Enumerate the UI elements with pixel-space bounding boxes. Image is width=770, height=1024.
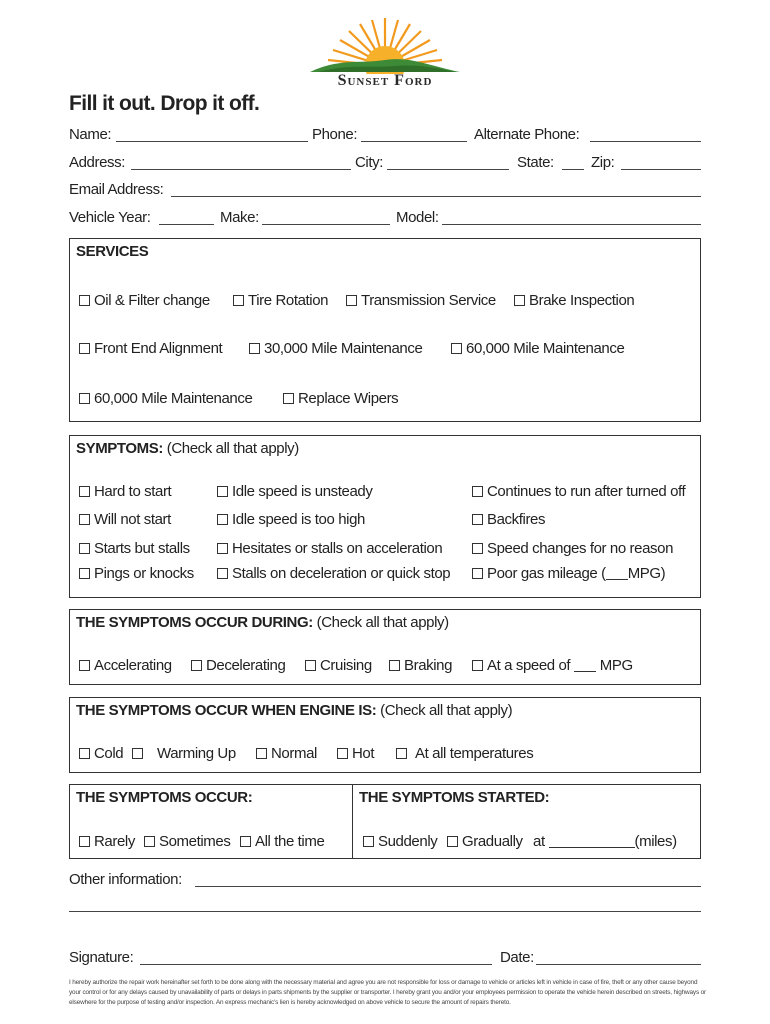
other-info-row bbox=[69, 871, 701, 891]
checkbox-icon[interactable] bbox=[249, 343, 260, 354]
checkbox-icon[interactable] bbox=[305, 660, 316, 671]
during-accelerating[interactable]: Accelerating bbox=[79, 657, 172, 674]
checkbox-icon[interactable] bbox=[472, 568, 483, 579]
during-speed[interactable]: At a speed of MPG bbox=[472, 657, 633, 674]
checkbox-icon[interactable] bbox=[79, 514, 90, 525]
checkbox-icon[interactable] bbox=[514, 295, 525, 306]
checkbox-icon[interactable] bbox=[396, 748, 407, 759]
checkbox-icon[interactable] bbox=[346, 295, 357, 306]
authorization-disclaimer: I hereby authorize the repair work hereinafter set forth to be done along with the necessary material and agree you are not responsible for loss or damage to vehicle or articles left in vehicle in case of fire, theft or any other cause beyond your control or for any delays caused by unavailability of parts or delays in parts shipments by the supplier or transporter. I hereby grant you and/or your employees permission to operate the vehicle herein described on streets, highways or elsewhere for the purpose of testing and/or inspection. An express mechanic's lien is hereby acknowledged on above vehicle to secure the amount of repairs thereto. bbox=[69, 979, 706, 1006]
alt-phone-label: Alternate Phone: bbox=[474, 126, 580, 143]
email-label: Email Address: bbox=[69, 181, 164, 198]
symptom-stalls-decel[interactable]: Stalls on deceleration or quick stop bbox=[217, 565, 450, 582]
symptoms-box bbox=[69, 435, 701, 598]
checkbox-icon[interactable] bbox=[79, 660, 90, 671]
symptom-starts-stalls[interactable]: Starts but stalls bbox=[79, 540, 190, 557]
service-30k[interactable]: 30,000 Mile Maintenance bbox=[249, 340, 422, 357]
alt-phone-field[interactable] bbox=[590, 141, 701, 142]
miles-field[interactable] bbox=[549, 835, 635, 848]
symptom-poor-mileage[interactable]: Poor gas mileage ( MPG) bbox=[472, 565, 665, 582]
checkbox-icon[interactable] bbox=[217, 568, 228, 579]
city-label: City: bbox=[355, 154, 384, 171]
make-field[interactable] bbox=[262, 224, 390, 225]
engine-hot[interactable]: Hot bbox=[337, 745, 374, 762]
sunset-logo-icon bbox=[300, 14, 470, 74]
started-at-miles: at (miles) bbox=[533, 833, 677, 850]
occur-started-box bbox=[69, 784, 701, 859]
year-label: Vehicle Year: bbox=[69, 209, 151, 226]
services-box bbox=[69, 238, 701, 422]
during-title: THE SYMPTOMS OCCUR DURING: (Check all that apply) bbox=[76, 614, 449, 631]
address-field[interactable] bbox=[131, 169, 351, 170]
services-title: SERVICES bbox=[76, 243, 149, 260]
checkbox-icon[interactable] bbox=[363, 836, 374, 847]
symptom-backfires[interactable]: Backfires bbox=[472, 511, 545, 528]
name-label: Name: bbox=[69, 126, 112, 143]
occur-rarely[interactable]: Rarely bbox=[79, 833, 135, 850]
year-field[interactable] bbox=[159, 224, 214, 225]
engine-box bbox=[69, 697, 701, 773]
brand-name: Sunset Ford bbox=[337, 72, 433, 89]
address-label: Address: bbox=[69, 154, 125, 171]
state-label: State: bbox=[517, 154, 554, 171]
name-field[interactable] bbox=[116, 141, 308, 142]
checkbox-icon[interactable] bbox=[79, 748, 90, 759]
started-title: THE SYMPTOMS STARTED: bbox=[359, 789, 550, 806]
checkbox-icon[interactable] bbox=[79, 295, 90, 306]
checkbox-icon[interactable] bbox=[79, 543, 90, 554]
during-decelerating[interactable]: Decelerating bbox=[191, 657, 285, 674]
mpg-blank[interactable] bbox=[606, 567, 628, 580]
phone-label: Phone: bbox=[312, 126, 358, 143]
engine-warming-up[interactable]: Warming Up bbox=[132, 745, 236, 762]
email-field[interactable] bbox=[171, 196, 701, 197]
engine-title: THE SYMPTOMS OCCUR WHEN ENGINE IS: (Check all that apply) bbox=[76, 702, 513, 719]
speed-blank[interactable] bbox=[574, 659, 596, 672]
checkbox-icon[interactable] bbox=[337, 748, 348, 759]
engine-all-temps[interactable]: At all temperatures bbox=[396, 745, 533, 762]
during-box bbox=[69, 609, 701, 685]
date-field[interactable] bbox=[536, 964, 701, 965]
service-transmission[interactable]: Transmission Service bbox=[346, 292, 496, 309]
occur-sometimes[interactable]: Sometimes bbox=[144, 833, 230, 850]
checkbox-icon[interactable] bbox=[79, 486, 90, 497]
state-field[interactable] bbox=[562, 169, 584, 170]
symptom-pings[interactable]: Pings or knocks bbox=[79, 565, 194, 582]
checkbox-icon[interactable] bbox=[79, 836, 90, 847]
checkbox-icon[interactable] bbox=[240, 836, 251, 847]
make-label: Make: bbox=[220, 209, 259, 226]
checkbox-icon[interactable] bbox=[451, 343, 462, 354]
service-brake[interactable]: Brake Inspection bbox=[514, 292, 634, 309]
vehicle-row bbox=[69, 209, 701, 229]
checkbox-icon[interactable] bbox=[472, 514, 483, 525]
checkbox-icon[interactable] bbox=[79, 393, 90, 404]
contact-row-1 bbox=[69, 126, 701, 146]
checkbox-icon[interactable] bbox=[447, 836, 458, 847]
contact-row-2 bbox=[69, 154, 701, 174]
checkbox-icon[interactable] bbox=[472, 660, 483, 671]
model-field[interactable] bbox=[442, 224, 701, 225]
date-label: Date: bbox=[500, 949, 534, 966]
model-label: Model: bbox=[396, 209, 439, 226]
sunset-ford-logo bbox=[300, 14, 470, 94]
contact-row-3 bbox=[69, 181, 701, 201]
symptom-will-not-start[interactable]: Will not start bbox=[79, 511, 171, 528]
page-title: Fill it out. Drop it off. bbox=[69, 92, 260, 115]
symptom-hard-to-start[interactable]: Hard to start bbox=[79, 483, 171, 500]
other-info-field[interactable] bbox=[195, 886, 701, 887]
service-60k-2[interactable]: 60,000 Mile Maintenance bbox=[79, 390, 252, 407]
other-info-line-2[interactable] bbox=[69, 911, 701, 912]
column-divider bbox=[352, 785, 353, 858]
signature-label: Signature: bbox=[69, 949, 134, 966]
service-alignment[interactable]: Front End Alignment bbox=[79, 340, 222, 357]
checkbox-icon[interactable] bbox=[132, 748, 143, 759]
checkbox-icon[interactable] bbox=[79, 568, 90, 579]
during-braking[interactable]: Braking bbox=[389, 657, 452, 674]
phone-field[interactable] bbox=[361, 141, 467, 142]
symptom-speed-changes[interactable]: Speed changes for no reason bbox=[472, 540, 673, 557]
symptoms-title: SYMPTOMS: (Check all that apply) bbox=[76, 440, 299, 457]
engine-normal[interactable]: Normal bbox=[256, 745, 317, 762]
checkbox-icon[interactable] bbox=[217, 514, 228, 525]
other-info-label: Other information: bbox=[69, 871, 182, 888]
signature-field[interactable] bbox=[140, 964, 492, 965]
zip-field[interactable] bbox=[621, 169, 701, 170]
checkbox-icon[interactable] bbox=[191, 660, 202, 671]
occur-title: THE SYMPTOMS OCCUR: bbox=[76, 789, 253, 806]
during-cruising[interactable]: Cruising bbox=[305, 657, 372, 674]
symptom-idle-high[interactable]: Idle speed is too high bbox=[217, 511, 365, 528]
symptom-idle-unsteady[interactable]: Idle speed is unsteady bbox=[217, 483, 372, 500]
symptom-hesitates[interactable]: Hesitates or stalls on acceleration bbox=[217, 540, 442, 557]
service-60k[interactable]: 60,000 Mile Maintenance bbox=[451, 340, 624, 357]
city-field[interactable] bbox=[387, 169, 509, 170]
occur-all-the-time[interactable]: All the time bbox=[240, 833, 324, 850]
started-suddenly[interactable]: Suddenly bbox=[363, 833, 437, 850]
checkbox-icon[interactable] bbox=[217, 543, 228, 554]
zip-label: Zip: bbox=[591, 154, 615, 171]
checkbox-icon[interactable] bbox=[79, 343, 90, 354]
checkbox-icon[interactable] bbox=[472, 486, 483, 497]
checkbox-icon[interactable] bbox=[389, 660, 400, 671]
service-wipers[interactable]: Replace Wipers bbox=[283, 390, 398, 407]
checkbox-icon[interactable] bbox=[472, 543, 483, 554]
engine-cold[interactable]: Cold bbox=[79, 745, 123, 762]
symptom-runs-after-off[interactable]: Continues to run after turned off bbox=[472, 483, 685, 500]
checkbox-icon[interactable] bbox=[217, 486, 228, 497]
checkbox-icon[interactable] bbox=[233, 295, 244, 306]
checkbox-icon[interactable] bbox=[283, 393, 294, 404]
service-oil[interactable]: Oil & Filter change bbox=[79, 292, 210, 309]
checkbox-icon[interactable] bbox=[256, 748, 267, 759]
service-tire-rotation[interactable]: Tire Rotation bbox=[233, 292, 328, 309]
checkbox-icon[interactable] bbox=[144, 836, 155, 847]
signature-row bbox=[69, 949, 701, 969]
started-gradually[interactable]: Gradually bbox=[447, 833, 523, 850]
